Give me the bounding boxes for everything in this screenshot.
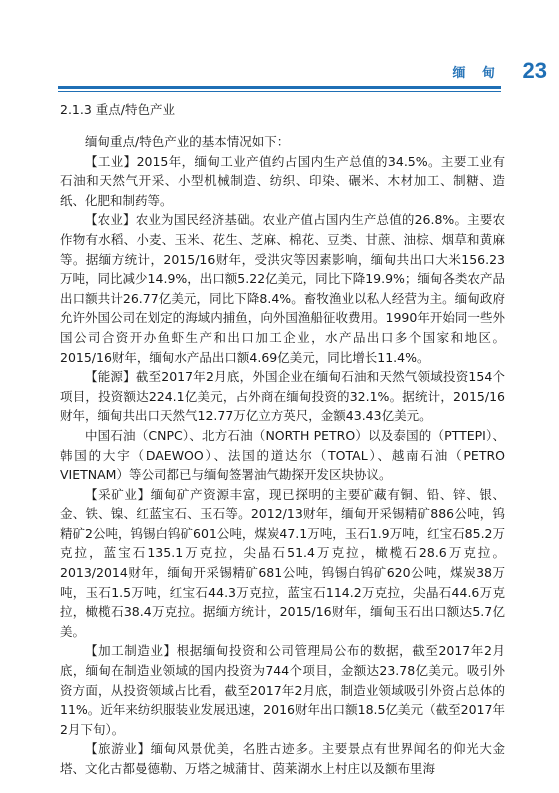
paragraph-mining: 【采矿业】缅甸矿产资源丰富，现已探明的主要矿藏有铜、铅、锌、银、金、铁、镍、红蓝宝石、玉石等。2012/13财年，缅甸开采锡精矿886公吨，钨精矿2公吨，钨锡白钨矿601公吨，煤炭47.1万吨，玉石1.9万吨，红宝石85.2万克拉，蓝宝石135.1万克拉，尖晶石51.4万克拉，橄榄石28.6万克拉。2013/2014财年，缅甸开采锡精矿681公吨，钨锡白钨矿620公吨，煤炭38万吨，玉石1.5万吨，红宝石44.3万克拉，蓝宝石114.2万克拉，尖晶石44.6万克拉，橄榄石38.4万克拉。据缅方统计，2015/16财年，缅甸玉石出口额达5.7亿美。 bbox=[60, 486, 505, 639]
paragraph-industry: 【工业】2015年，缅甸工业产值约占国内生产总值的34.5%。主要工业有石油和天然气开采、小型机械制造、纺织、印染、碾米、木材加工、制糖、造纸、化肥和制药等。 bbox=[60, 153, 505, 208]
paragraph-tourism: 【旅游业】缅甸风景优美，名胜古迹多。主要景点有世界闻名的仰光大金塔、文化古都曼德勒、万塔之城蒲甘、茵莱湖水上村庄以及额布里海 bbox=[60, 741, 505, 776]
paragraph-energy-companies: 中国石油（CNPC）、北方石油（NORTH PETRO）以及泰国的（PTTEPI）、韩国的大宇（DAEWOO）、法国的道达尔（TOTAL）、越南石油（PETRO VIETNAM）等公司都已与缅甸签署油气勘探开发区块协议。 bbox=[60, 427, 505, 483]
header-rule-thin bbox=[58, 91, 501, 92]
paragraph-energy: 【能源】截至2017年2月底，外国企业在缅甸石油和天然气领域投资154个项目，投资额达224.1亿美元，占外商在缅甸投资的32.1%。据统计，2015/16财年，缅甸共出口天然气12.77万亿立方英尺，金额43.43亿美元。 bbox=[60, 369, 505, 424]
running-header-title: 缅 甸 bbox=[452, 66, 501, 81]
paragraph-manufacturing: 【加工制造业】根据缅甸投资和公司管理局公布的数据，截至2017年2月底，缅甸在制造业领域的国内投资为744个项目，金额达23.78亿美元。吸引外资方面，从投资领域占比看，截至2017年2月底，制造业领域吸引外资占总体的11%。近年来纺织服装业发展迅速，2016财年出口额18.5亿美元（截至2017年2月下旬）。 bbox=[60, 643, 505, 737]
section-heading: 2.1.3 重点/特色产业 bbox=[60, 102, 175, 117]
paragraph-agriculture: 【农业】农业为国民经济基础。农业产值占国内生产总值的26.8%。主要农作物有水稻、小麦、玉米、花生、芝麻、棉花、豆类、甘蔗、油棕、烟草和黄麻等。据缅方统计，2015/16财年，受洪灾等因素影响，缅甸共出口大米156.23万吨，同比减少14.9%，出口额5.22亿美元，同比下降19.9%；缅甸各类农产品出口额共计26.77亿美元，同比下降8.4%。畜牧渔业以私人经营为主。缅甸政府允许外国公司在划定的海域内捕鱼，向外国渔船征收费用。1990年开始同一些外国公司合资开办鱼虾生产和出口加工企业，水产品出口多个国家和地区。2015/16财年，缅甸水产品出口额4.69亿美元，同比增长11.4%。 bbox=[60, 212, 505, 365]
paragraph-intro: 缅甸重点/特色产业的基本情况如下： bbox=[85, 134, 290, 149]
header-rule-thick bbox=[58, 86, 501, 89]
document-body bbox=[60, 100, 505, 779]
page-number: 23 bbox=[522, 58, 547, 83]
